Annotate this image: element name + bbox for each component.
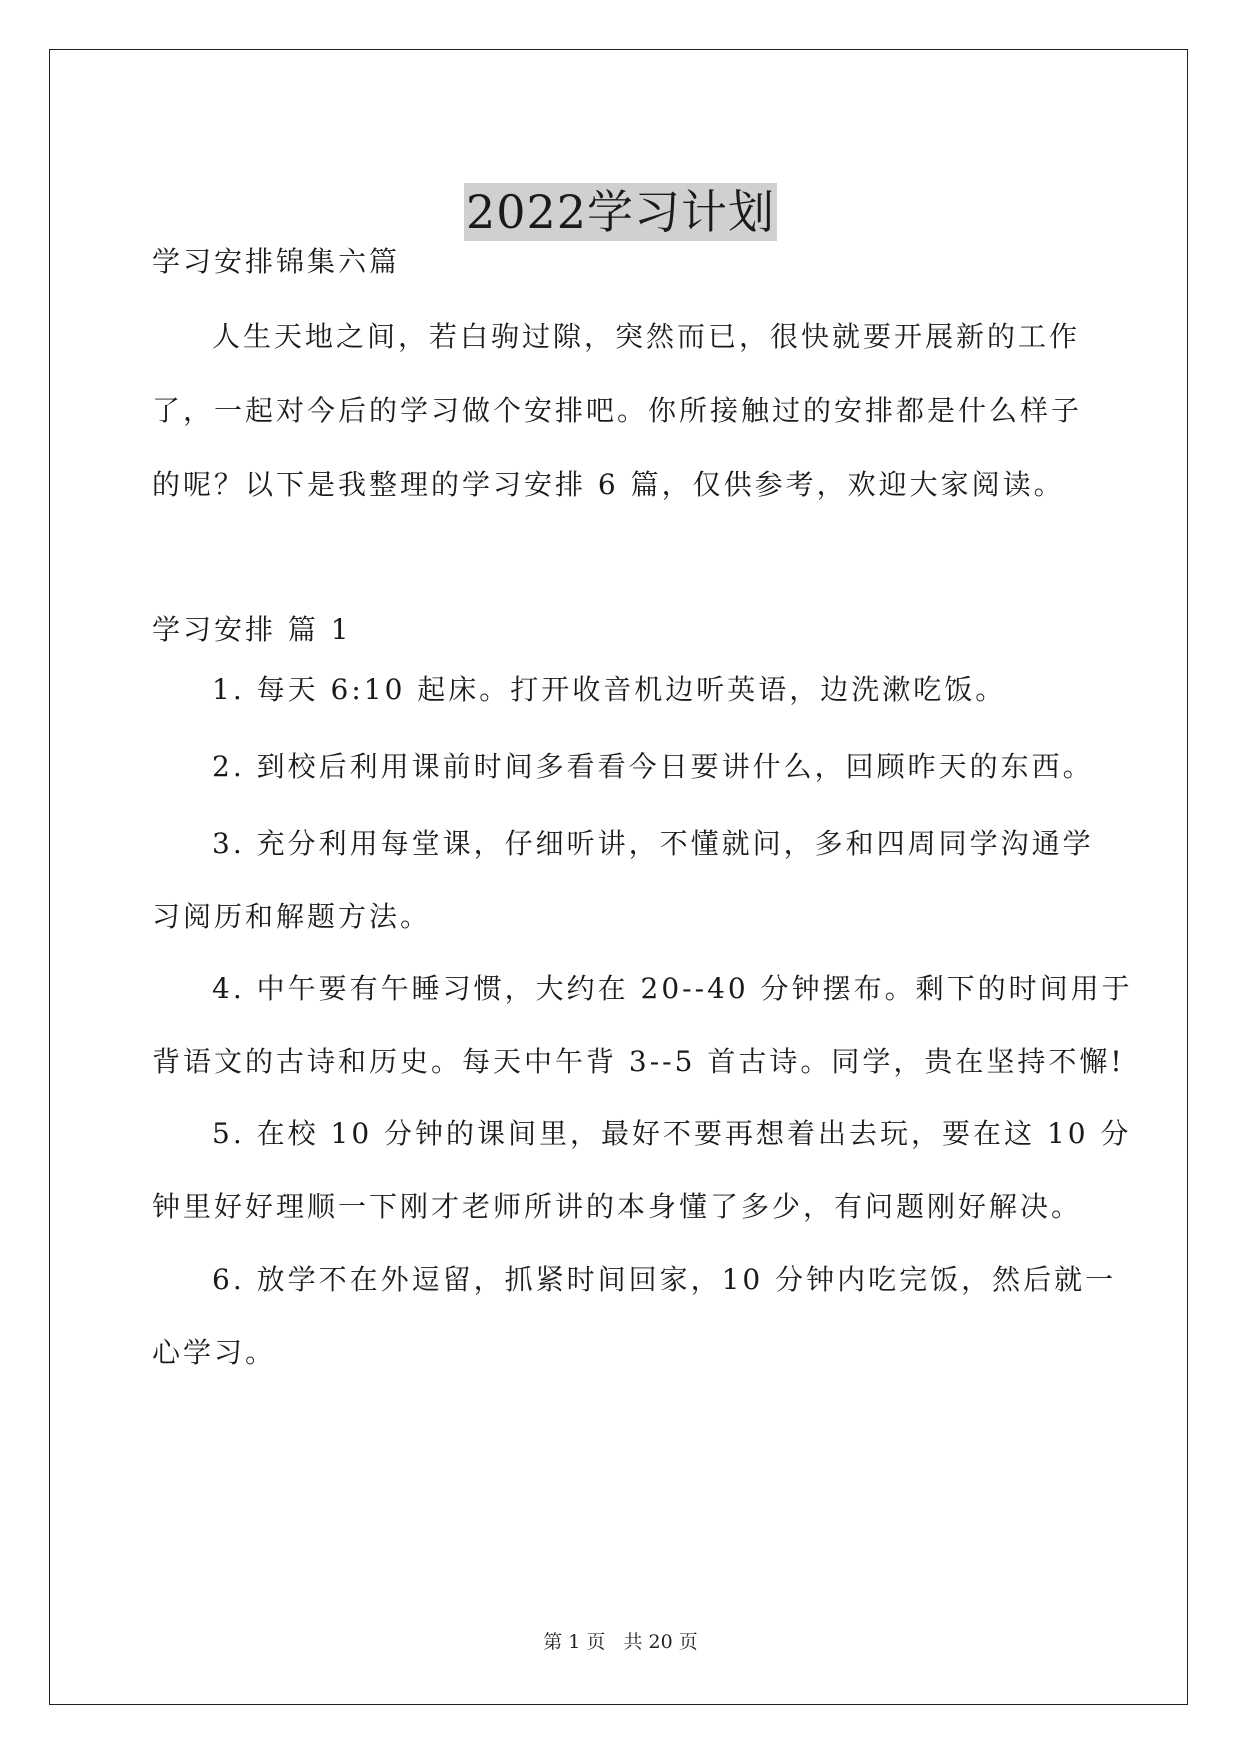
- item-6-line-1: 6. 放学不在外逗留，抓紧时间回家，10 分钟内吃完饭，然后就一: [212, 1263, 1117, 1296]
- item-3-line-2: 习阅历和解题方法。: [152, 900, 432, 933]
- item-3-line-1: 3. 充分利用每堂课，仔细听讲，不懂就问，多和四周同学沟通学: [212, 827, 1094, 860]
- item-4-line-2: 背语文的古诗和历史。每天中午背 3--5 首古诗。同学，贵在坚持不懈!: [152, 1045, 1125, 1078]
- section-heading: 学习安排 篇 1: [152, 613, 352, 646]
- page-number: 第 1 页: [543, 1631, 606, 1653]
- intro-line-2: 了，一起对今后的学习做个安排吧。你所接触过的安排都是什么样子: [152, 394, 1083, 427]
- page-border: [49, 49, 1188, 1705]
- page-footer: [0, 1627, 1241, 1654]
- item-1: 1. 每天 6:10 起床。打开收音机边听英语，边洗漱吃饭。: [212, 673, 1007, 706]
- item-5-line-1: 5. 在校 10 分钟的课间里，最好不要再想着出去玩，要在这 10 分: [212, 1117, 1132, 1150]
- intro-line-1: 人生天地之间，若白驹过隙，突然而已，很快就要开展新的工作: [212, 320, 1081, 353]
- item-5-line-2: 钟里好好理顺一下刚才老师所讲的本身懂了多少，有问题刚好解决。: [152, 1190, 1083, 1223]
- page-total: 共 20 页: [623, 1631, 698, 1653]
- intro-line-3: 的呢？以下是我整理的学习安排 6 篇，仅供参考，欢迎大家阅读。: [152, 468, 1065, 501]
- document-title: 2022学习计划: [465, 184, 776, 239]
- item-6-line-2: 心学习。: [152, 1336, 277, 1369]
- subtitle: 学习安排锦集六篇: [152, 245, 401, 278]
- item-4-line-1: 4. 中午要有午睡习惯，大约在 20--40 分钟摆布。剩下的时间用于: [212, 972, 1133, 1005]
- item-2: 2. 到校后利用课前时间多看看今日要讲什么，回顾昨天的东西。: [212, 750, 1094, 783]
